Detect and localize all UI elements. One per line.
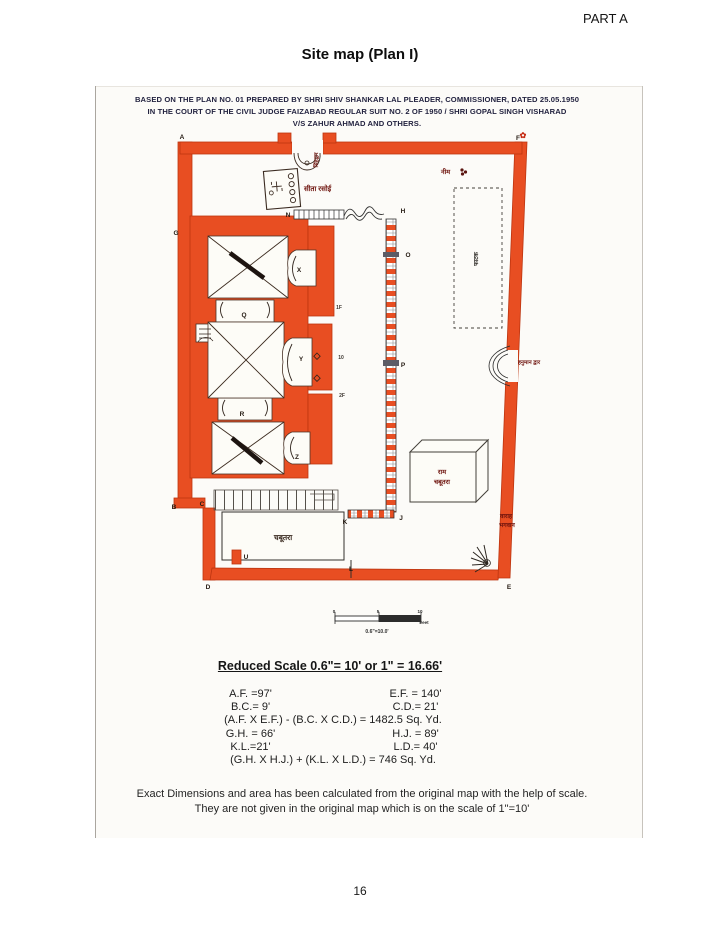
map-letter: H	[400, 208, 406, 215]
footnote-line: They are not given in the original map which is on the scale of 1"=10'	[194, 802, 530, 815]
dimension-row	[168, 728, 498, 741]
dimension-row	[168, 701, 498, 714]
map-letter: D	[205, 584, 211, 591]
scale-tick-label: 0	[332, 609, 336, 614]
dimension-row	[168, 714, 498, 727]
map-letter: A	[179, 134, 185, 141]
hanuman-dwar-gate	[489, 346, 518, 386]
courtyard-marker: 1F	[336, 305, 342, 311]
sita-rasoi-label: सीता रसोई	[304, 186, 332, 193]
varah-bhagwan-label-2: भगवान	[499, 523, 515, 529]
dimension-value: E.F. = 140'	[389, 688, 442, 700]
map-letter: E	[506, 584, 512, 591]
map-letter: X	[296, 267, 302, 274]
dimension-formula: (A.F. X E.F.) - (B.C. X C.D.) = 1482.5 Sq. Yd.	[224, 714, 442, 727]
reduced-scale-heading: Reduced Scale 0.6"= 10' or 1" = 16.66'	[217, 659, 443, 673]
dimension-value: B.C.= 9'	[230, 701, 271, 714]
scale-caption: 0.6"=10.0'	[365, 629, 389, 635]
map-letter: Q	[241, 312, 247, 319]
map-letter: N	[285, 212, 291, 219]
dimension-row	[168, 754, 498, 767]
caption-line: BASED ON THE PLAN NO. 01 PREPARED BY SHRI SHIV SHANKAR LAL PLEADER, COMMISSIONER, DATED 25.05.1950	[134, 95, 580, 104]
red-flower-icon: ✿	[519, 131, 527, 140]
ram-chabutara-structure	[410, 440, 488, 502]
dimension-value: C.D.= 21'	[392, 701, 439, 714]
north-wall-right	[323, 142, 522, 154]
map-letter: J	[399, 515, 403, 522]
railing-post-p	[383, 360, 399, 366]
neem-label: नीम	[441, 169, 451, 176]
south-wall	[210, 568, 500, 580]
phatak-label: फाटक	[474, 252, 480, 266]
singhdwar-label: सिंहद्वार	[314, 152, 320, 168]
dimension-value: K.L.=21'	[230, 740, 271, 753]
neem-tree-icon	[460, 168, 467, 175]
page-number: 16	[353, 884, 367, 898]
map-letter: G	[173, 230, 179, 237]
ram-chabutara-label-2: चबूतरा	[434, 479, 450, 486]
sita-rasoi-structure	[263, 169, 300, 210]
caption-line: IN THE COURT OF THE CIVIL JUDGE FAIZABAD REGULAR SUIT NO. 2 OF 1950 / SHRI GOPAL SINGH VISHARAD	[147, 107, 567, 117]
caption-line: V/S ZAHUR AHMAD AND OTHERS.	[292, 119, 422, 129]
dimension-formula: (G.H. X H.J.) + (K.L. X L.D.) = 746 Sq. Yd.	[230, 754, 436, 767]
gate-post	[323, 133, 336, 143]
dimension-calculations	[168, 688, 498, 767]
page-title: Site map (Plan I)	[301, 46, 419, 63]
scale-unit-label: Feet	[419, 620, 429, 625]
map-letter: F	[516, 135, 520, 142]
scale-tick-label: 10	[417, 609, 423, 614]
map-letter: R	[239, 411, 245, 418]
hanuman-dwar-label: हनुमान द्वार	[518, 360, 541, 366]
map-letter: P	[400, 362, 406, 369]
map-letter: U	[243, 554, 249, 561]
ram-chabutara-label-1: राम	[437, 469, 447, 476]
dimension-value: H.J. = 89'	[392, 727, 439, 740]
map-commission-caption	[122, 94, 592, 130]
part-label: PART A	[583, 11, 628, 26]
map-letter: O	[405, 252, 411, 259]
varah-bhagwan-label-1: वाराह	[500, 514, 513, 520]
railing-post-o	[383, 252, 399, 257]
map-letter: Z	[295, 454, 299, 461]
map-letter: L	[349, 566, 353, 573]
railing-ornament	[344, 207, 384, 221]
arched-alcove-x	[288, 250, 316, 286]
dimension-row	[168, 741, 498, 754]
room-r	[218, 398, 272, 420]
footnote-line: Exact Dimensions and area has been calculated from the original map with the help of scale.	[136, 788, 588, 800]
footnote	[52, 787, 672, 817]
gate-post	[278, 133, 291, 143]
site-map-drawing	[170, 126, 570, 648]
chabutara-label: चबूतरा	[273, 533, 293, 542]
map-letter: K	[342, 519, 348, 526]
plant-icon	[471, 545, 490, 572]
alcove-bump-z	[308, 394, 332, 464]
arched-alcove-y	[282, 338, 312, 386]
scale-tick-label: 5	[376, 609, 380, 614]
courtyard-marker: 2F	[339, 393, 345, 399]
dimension-value: A.F. =97'	[229, 688, 272, 700]
dimension-row	[168, 688, 498, 701]
map-letter: C	[199, 501, 205, 508]
notch-u	[232, 550, 241, 564]
dimension-value: L.D.= 40'	[393, 740, 438, 753]
courtyard-marker: 10	[338, 355, 344, 361]
map-letter: Y	[298, 356, 304, 363]
dimension-value: G.H. = 66'	[225, 727, 276, 740]
north-wall-left	[180, 142, 292, 154]
map-letter: B	[171, 504, 177, 511]
